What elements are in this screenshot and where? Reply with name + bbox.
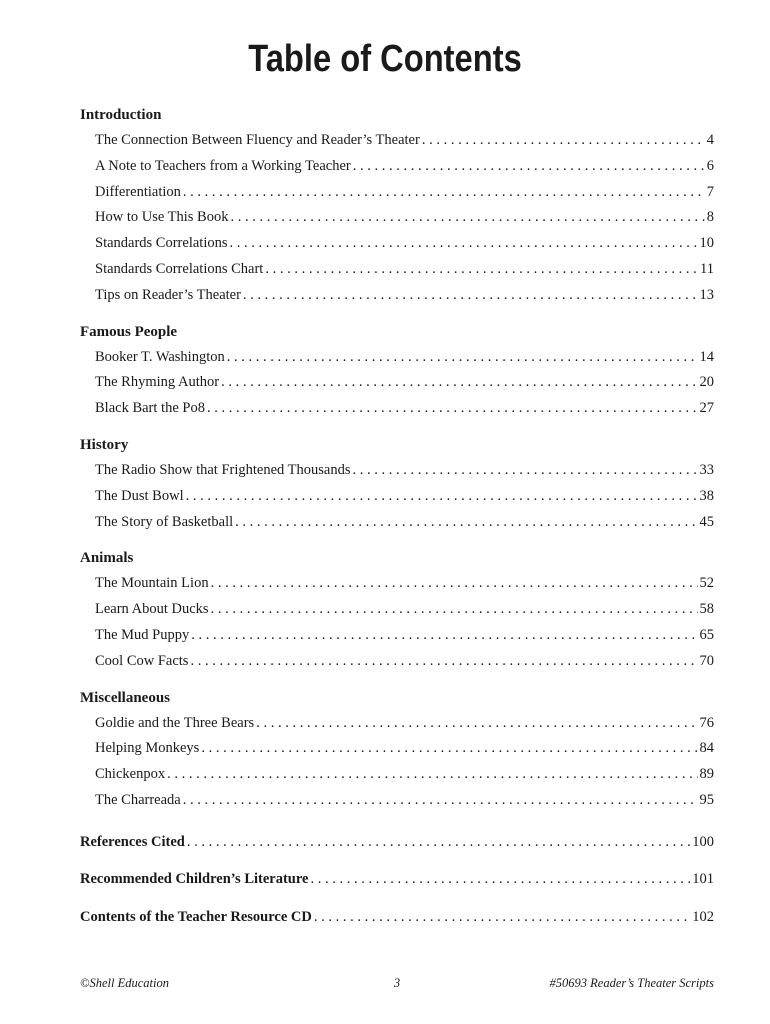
toc-entry-references[interactable] [80, 824, 714, 862]
entry-label: Contents of the Teacher Resource CD [80, 908, 312, 925]
page-number: 3 [393, 976, 401, 990]
toc-entry[interactable] [80, 788, 714, 814]
entry-label: Goldie and the Three Bears [95, 714, 255, 731]
section-title: Animals [80, 550, 134, 567]
entry-page: 20 [699, 374, 714, 391]
dot-leader [190, 649, 697, 675]
entry-label: Cool Cow Facts [95, 652, 189, 669]
dot-leader [187, 824, 690, 862]
spacer [80, 309, 714, 319]
entry-page: 58 [699, 601, 714, 618]
dot-leader [186, 484, 698, 510]
footer-product-id: #50693 Reader’s Theater Scripts [549, 976, 714, 990]
entry-label: The Mud Puppy [95, 626, 190, 643]
dot-leader [201, 736, 697, 762]
toc-entry[interactable] [80, 180, 714, 206]
entry-page: 76 [699, 714, 714, 731]
entry-page: 45 [699, 513, 714, 530]
dot-leader [211, 571, 698, 597]
entry-page: 84 [699, 740, 714, 757]
toc-entry[interactable] [80, 510, 714, 536]
entry-label: Standards Correlations Chart [95, 260, 264, 277]
toc-entry-recommended-literature[interactable] [80, 861, 714, 899]
entry-label: The Radio Show that Frightened Thousands [95, 461, 351, 478]
section-title: Introduction [80, 107, 162, 123]
entry-label: The Connection Between Fluency and Reader’s Theater [95, 132, 420, 148]
dot-leader [191, 623, 697, 649]
toc-entry[interactable] [80, 154, 714, 180]
dot-leader [230, 205, 704, 231]
page-footer [80, 976, 714, 991]
entry-page: 4 [706, 132, 714, 148]
entry-page: 38 [699, 487, 714, 504]
section-miscellaneous [80, 685, 714, 814]
spacer [80, 422, 714, 432]
dot-leader [183, 180, 705, 206]
entry-page: 70 [699, 652, 714, 669]
spacer [80, 535, 714, 545]
dot-leader [353, 154, 705, 180]
toc-entry[interactable] [80, 283, 714, 309]
entry-page: 7 [706, 183, 714, 200]
entry-page: 95 [699, 791, 714, 808]
entry-label: The Charreada [95, 791, 181, 808]
dot-leader [352, 458, 697, 484]
toc-entry[interactable] [80, 458, 714, 484]
dot-leader [422, 128, 705, 154]
entry-page: 102 [692, 908, 714, 925]
table-of-contents [80, 102, 714, 936]
entry-label: Booker T. Washington [95, 348, 225, 365]
toc-entry[interactable] [80, 345, 714, 371]
section-title: Miscellaneous [80, 689, 170, 706]
toc-entry[interactable] [80, 623, 714, 649]
toc-entry[interactable] [80, 711, 714, 737]
footer-publisher: ©Shell Education [80, 976, 169, 990]
toc-entry[interactable] [80, 597, 714, 623]
section-animals [80, 545, 714, 674]
toc-entry[interactable] [80, 736, 714, 762]
dot-leader [207, 396, 698, 422]
section-title: Famous People [80, 323, 178, 340]
toc-entry[interactable] [80, 571, 714, 597]
toc-entry[interactable] [80, 257, 714, 283]
dot-leader [167, 762, 697, 788]
dot-leader [221, 370, 697, 396]
entry-page: 8 [706, 209, 714, 226]
spacer [80, 814, 714, 824]
dot-leader [211, 597, 698, 623]
entry-label: The Rhyming Author [95, 374, 220, 391]
entry-page: 100 [692, 833, 714, 850]
page-title: Table of Contents [248, 38, 522, 80]
section-introduction [80, 102, 714, 309]
entry-label: Helping Monkeys [95, 740, 200, 757]
toc-entry[interactable] [80, 370, 714, 396]
entry-page: 89 [699, 766, 714, 783]
section-famous-people [80, 319, 714, 422]
dot-leader [235, 510, 697, 536]
entry-page: 52 [699, 575, 714, 592]
dot-leader [310, 861, 690, 899]
entry-label: Learn About Ducks [95, 601, 209, 618]
entry-label: References Cited [80, 833, 185, 850]
dot-leader [230, 231, 698, 257]
dot-leader [183, 788, 698, 814]
dot-leader [314, 899, 690, 937]
toc-entry[interactable] [80, 762, 714, 788]
entry-label: A Note to Teachers from a Working Teacher [95, 157, 351, 174]
entry-label: Differentiation [95, 183, 181, 200]
entry-page: 14 [699, 348, 714, 365]
entry-label: Black Bart the Po8 [95, 400, 205, 417]
entry-page: 33 [699, 461, 714, 478]
toc-entry[interactable] [80, 396, 714, 422]
entry-label: Chickenpox [95, 766, 166, 783]
entry-page: 101 [692, 871, 714, 888]
toc-entry-resource-cd[interactable] [80, 899, 714, 937]
entry-label: Standards Correlations [95, 235, 228, 252]
entry-page: 27 [699, 400, 714, 417]
entry-label: The Dust Bowl [95, 487, 184, 504]
entry-page: 65 [699, 626, 714, 643]
entry-page: 10 [699, 235, 714, 252]
dot-leader [256, 711, 697, 737]
entry-label: Recommended Children’s Literature [80, 871, 309, 888]
entry-page: 11 [700, 260, 714, 277]
dot-leader [265, 257, 698, 283]
section-title: History [80, 436, 129, 453]
dot-leader [243, 283, 698, 309]
entry-page: 6 [706, 157, 714, 174]
dot-leader [227, 345, 698, 371]
entry-label: Tips on Reader’s Theater [95, 286, 241, 303]
toc-entry[interactable] [80, 205, 714, 231]
entry-page: 13 [699, 286, 714, 303]
toc-entry[interactable] [80, 128, 714, 154]
section-history [80, 432, 714, 535]
entry-label: The Story of Basketball [95, 513, 234, 530]
toc-entry[interactable] [80, 649, 714, 675]
entry-label: The Mountain Lion [95, 575, 209, 592]
spacer [80, 675, 714, 685]
toc-entry[interactable] [80, 484, 714, 510]
entry-label: How to Use This Book [95, 209, 229, 226]
toc-entry[interactable] [80, 231, 714, 257]
